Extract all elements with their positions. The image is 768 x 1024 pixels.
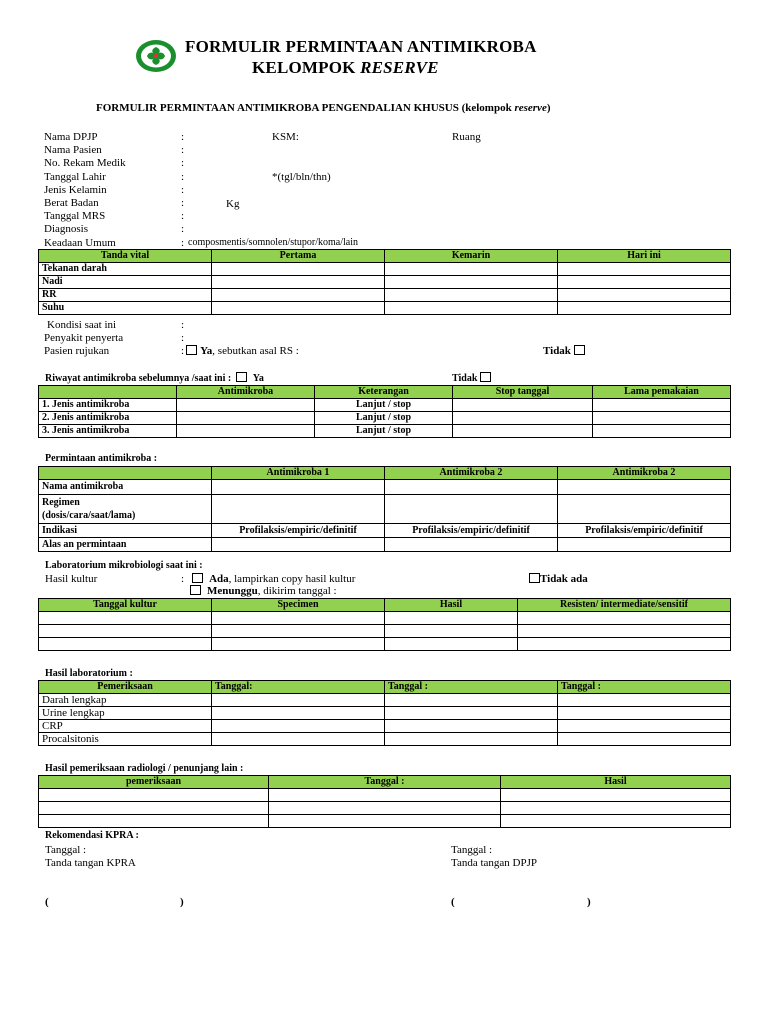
input-cell[interactable]: [385, 302, 558, 315]
input-cell[interactable]: [385, 276, 558, 289]
input-cell[interactable]: [558, 480, 731, 495]
regimen-detail: (dosis/cara/saat/lama): [42, 510, 136, 521]
header-cell: Kemarin: [385, 250, 558, 263]
lanjut-stop-cell[interactable]: Lanjut / stop: [315, 412, 453, 425]
input-cell[interactable]: [212, 263, 385, 276]
colon: :: [181, 197, 185, 210]
row-label: 2. Jenis antimikroba: [39, 412, 177, 425]
label-tidak: Tidak: [452, 373, 478, 384]
indikasi-cell[interactable]: Profilaksis/empiric/definitif: [212, 524, 385, 538]
input-cell[interactable]: [385, 289, 558, 302]
table-header-row: [39, 467, 731, 480]
checkbox-kultur-menunggu[interactable]: [190, 585, 201, 595]
input-cell[interactable]: [385, 480, 558, 495]
permintaan-table: [38, 466, 731, 552]
label-penyakit-penyerta: Penyakit penyerta: [44, 332, 124, 344]
row-label: Suhu: [39, 302, 212, 315]
input-cell[interactable]: [269, 789, 501, 802]
table-row: [39, 399, 731, 412]
input-cell[interactable]: [269, 815, 501, 828]
permintaan-title: Permintaan antimikroba :: [45, 453, 158, 464]
header-cell: [39, 386, 177, 399]
signature-open-paren-dpjp: (: [451, 896, 455, 908]
label-jenis-kelamin: Jenis Kelamin: [44, 183, 107, 196]
kultur-tidak-ada-option: [529, 573, 588, 585]
header-cell: Stop tanggal: [453, 386, 593, 399]
input-cell[interactable]: [212, 733, 385, 746]
input-cell[interactable]: [558, 263, 731, 276]
table-row: [39, 538, 731, 552]
regimen-label: Regimen: [42, 497, 80, 508]
input-cell[interactable]: [593, 412, 731, 425]
input-cell[interactable]: [212, 638, 385, 651]
input-cell[interactable]: [385, 495, 558, 524]
lab-mikro-title: Laboratorium mikrobiologi saat ini :: [45, 560, 203, 571]
table-row: [39, 802, 731, 815]
input-cell[interactable]: [39, 815, 269, 828]
label-ada: Ada: [209, 573, 229, 585]
input-cell[interactable]: [558, 694, 731, 707]
row-label: Tekanan darah: [39, 263, 212, 276]
checkbox-riwayat-tidak[interactable]: [480, 372, 491, 382]
table-header-row: [39, 776, 731, 789]
header-cell: Keterangan: [315, 386, 453, 399]
input-cell[interactable]: [501, 802, 731, 815]
checkbox-kultur-ada[interactable]: [192, 573, 203, 583]
input-cell[interactable]: [212, 694, 385, 707]
label-menunggu: Menunggu: [207, 585, 258, 597]
input-cell[interactable]: [558, 733, 731, 746]
input-cell[interactable]: [212, 480, 385, 495]
label-ada-detail: , lampirkan copy hasil kultur: [228, 573, 356, 585]
input-cell[interactable]: [39, 625, 212, 638]
header-cell: [39, 467, 212, 480]
riwayat-table: [38, 385, 731, 438]
header-cell: Tanggal :: [385, 681, 558, 694]
input-cell[interactable]: [385, 733, 558, 746]
label-ya-detail: , sebutkan asal RS :: [212, 345, 299, 357]
hospital-logo: [135, 39, 177, 73]
signature-close-paren-dpjp: ): [587, 896, 591, 908]
table-row: [39, 302, 731, 315]
table-row: [39, 625, 731, 638]
form-title: FORMULIR PERMINTAAN ANTIMIKROBA: [185, 37, 537, 56]
input-cell[interactable]: [518, 625, 731, 638]
colon: :: [181, 170, 185, 183]
header-cell: Tanggal :: [558, 681, 731, 694]
row-label: 1. Jenis antimikroba: [39, 399, 177, 412]
row-label: [39, 495, 212, 524]
input-cell[interactable]: [212, 302, 385, 315]
lanjut-stop-cell[interactable]: Lanjut / stop: [315, 425, 453, 438]
input-cell[interactable]: [269, 802, 501, 815]
input-cell[interactable]: [39, 789, 269, 802]
colon: :: [181, 345, 185, 357]
row-label: Darah lengkap: [39, 694, 212, 707]
row-label: CRP: [39, 720, 212, 733]
label-nama-dpjp: Nama DPJP: [44, 131, 98, 143]
input-cell[interactable]: [518, 612, 731, 625]
input-cell[interactable]: [385, 638, 518, 651]
input-cell[interactable]: [593, 399, 731, 412]
input-cell[interactable]: [212, 612, 385, 625]
indikasi-cell[interactable]: Profilaksis/empiric/definitif: [385, 524, 558, 538]
header-cell: pemeriksaan: [39, 776, 269, 789]
input-cell[interactable]: [453, 425, 593, 438]
checkbox-rujukan-tidak[interactable]: [574, 345, 585, 355]
colon: :: [181, 319, 185, 331]
label-menunggu-detail: , dikirim tanggal :: [257, 585, 337, 597]
header-cell: Resisten/ intermediate/sensitif: [518, 599, 731, 612]
input-cell[interactable]: [385, 625, 518, 638]
colon: :: [181, 223, 185, 236]
table-row: [39, 720, 731, 733]
header-cell: Pertama: [212, 250, 385, 263]
rekomendasi-title: Rekomendasi KPRA :: [45, 830, 139, 841]
riwayat-tidak: [452, 372, 491, 384]
row-label: Alas an permintaan: [39, 538, 212, 552]
checkbox-riwayat-ya[interactable]: [236, 372, 247, 382]
lanjut-stop-cell[interactable]: Lanjut / stop: [315, 399, 453, 412]
signature-close-paren-kpra: ): [180, 896, 184, 908]
kultur-menunggu-option: [190, 585, 337, 597]
input-cell[interactable]: [558, 302, 731, 315]
input-cell[interactable]: [385, 694, 558, 707]
form-title-line2: KELOMPOK RESERVE: [252, 58, 439, 77]
input-cell[interactable]: [385, 612, 518, 625]
row-label: Nama antimikroba: [39, 480, 212, 495]
checkbox-kultur-tidak-ada[interactable]: [529, 573, 540, 583]
checkbox-rujukan-ya[interactable]: [186, 345, 197, 355]
input-cell[interactable]: [212, 495, 385, 524]
input-cell[interactable]: [558, 720, 731, 733]
input-cell[interactable]: [385, 707, 558, 720]
table-header-row: [39, 681, 731, 694]
rujukan-options: [181, 345, 299, 357]
input-cell[interactable]: [212, 720, 385, 733]
table-row: [39, 815, 731, 828]
input-cell[interactable]: [518, 638, 731, 651]
input-cell[interactable]: [212, 625, 385, 638]
header-cell: Hasil: [501, 776, 731, 789]
label-berat-badan: Berat Badan: [44, 197, 99, 210]
header-cell: Pemeriksaan: [39, 681, 212, 694]
label-nama-pasien: Nama Pasien: [44, 144, 102, 157]
label-tanggal-dpjp: Tanggal :: [451, 844, 493, 856]
table-row: [39, 289, 731, 302]
table-row: [39, 694, 731, 707]
label-ttd-dpjp: Tanda tangan DPJP: [451, 857, 537, 869]
dob-format-hint: *(tgl/bln/thn): [272, 171, 331, 183]
colon: :: [181, 157, 185, 170]
header-cell: Specimen: [212, 599, 385, 612]
input-cell[interactable]: [212, 289, 385, 302]
input-cell[interactable]: [212, 276, 385, 289]
colon: :: [181, 210, 185, 223]
table-row: [39, 276, 731, 289]
input-cell[interactable]: [385, 538, 558, 552]
input-cell[interactable]: [558, 276, 731, 289]
input-cell[interactable]: [177, 399, 315, 412]
table-header-row: [39, 386, 731, 399]
riwayat-section: [45, 372, 264, 384]
table-row: [39, 612, 731, 625]
table-header-row: [39, 250, 731, 263]
input-cell[interactable]: [212, 707, 385, 720]
header-cell: Antimikroba 2: [558, 467, 731, 480]
colon: :: [181, 183, 185, 196]
table-row: [39, 480, 731, 495]
label-ruang: Ruang: [452, 131, 481, 143]
input-cell[interactable]: [501, 815, 731, 828]
input-cell[interactable]: [453, 412, 593, 425]
label-no-rm: No. Rekam Medik: [44, 157, 126, 170]
label-ksm: KSM:: [272, 131, 299, 143]
table-row: [39, 707, 731, 720]
label-ya: Ya: [200, 345, 213, 357]
input-cell[interactable]: [593, 425, 731, 438]
label-kondisi: Kondisi saat ini: [47, 319, 117, 331]
header-cell: Antimikroba 1: [212, 467, 385, 480]
label-keadaan-umum: Keadaan Umum: [44, 236, 116, 249]
row-label: Procalsitonis: [39, 733, 212, 746]
weight-unit: Kg: [226, 198, 240, 210]
colon: :: [181, 144, 185, 157]
table-row: [39, 263, 731, 276]
label-diagnosis: Diagnosis: [44, 223, 88, 236]
hasil-lab-title: Hasil laboratorium :: [45, 668, 133, 679]
hasil-lab-table: [38, 680, 731, 746]
keadaan-options: composmentis/somnolen/stupor/koma/lain: [188, 237, 358, 248]
label-ya: Ya: [252, 373, 264, 384]
input-cell[interactable]: [385, 720, 558, 733]
rujukan-tidak: [543, 345, 585, 357]
table-header-row: [39, 599, 731, 612]
vital-signs-table: [38, 249, 731, 315]
input-cell[interactable]: [39, 802, 269, 815]
radiologi-table: [38, 775, 731, 828]
table-row: [39, 495, 731, 524]
input-cell[interactable]: [39, 612, 212, 625]
riwayat-title: Riwayat antimikroba sebelumnya /saat ini :: [45, 373, 232, 384]
row-label: RR: [39, 289, 212, 302]
header-cell: Tanggal:: [212, 681, 385, 694]
kultur-ada-option: [181, 573, 355, 585]
colon: :: [181, 332, 185, 344]
header-cell: Tanggal :: [269, 776, 501, 789]
header-cell: Lama pemakaian: [593, 386, 731, 399]
kultur-table: [38, 598, 731, 651]
input-cell[interactable]: [558, 538, 731, 552]
label-hasil-kultur: Hasil kultur: [45, 573, 98, 585]
input-cell[interactable]: [558, 289, 731, 302]
colon: :: [181, 236, 185, 249]
table-row: [39, 412, 731, 425]
patient-colons: [181, 131, 184, 250]
table-row: [39, 789, 731, 802]
input-cell[interactable]: [177, 412, 315, 425]
row-label: Indikasi: [39, 524, 212, 538]
header-cell: Hari ini: [558, 250, 731, 263]
signature-open-paren-kpra: (: [45, 896, 49, 908]
header-cell: Tanda vital: [39, 250, 212, 263]
header-cell: Antimikroba: [177, 386, 315, 399]
row-label: Nadi: [39, 276, 212, 289]
input-cell[interactable]: [558, 495, 731, 524]
input-cell[interactable]: [39, 638, 212, 651]
table-row: [39, 425, 731, 438]
label-tanggal-lahir: Tanggal Lahir: [44, 170, 106, 183]
colon: :: [181, 131, 185, 143]
label-tanggal-kpra: Tanggal :: [45, 844, 87, 856]
patient-labels: [44, 131, 126, 250]
label-ttd-kpra: Tanda tangan KPRA: [45, 857, 136, 869]
header-cell: Hasil: [385, 599, 518, 612]
input-cell[interactable]: [177, 425, 315, 438]
radiologi-title: Hasil pemeriksaan radiologi / penunjang lain :: [45, 763, 244, 774]
label-pasien-rujukan: Pasien rujukan: [44, 345, 110, 357]
row-label: Urine lengkap: [39, 707, 212, 720]
table-row: [39, 733, 731, 746]
colon: :: [181, 573, 185, 585]
indikasi-cell[interactable]: Profilaksis/empiric/definitif: [558, 524, 731, 538]
label-tanggal-mrs: Tanggal MRS: [44, 210, 106, 223]
input-cell[interactable]: [212, 538, 385, 552]
input-cell[interactable]: [453, 399, 593, 412]
row-label: 3. Jenis antimikroba: [39, 425, 177, 438]
input-cell[interactable]: [558, 707, 731, 720]
input-cell[interactable]: [385, 263, 558, 276]
header-cell: Tanggal kultur: [39, 599, 212, 612]
table-row: [39, 524, 731, 538]
table-row: [39, 638, 731, 651]
label-tidak-ada: Tidak ada: [540, 573, 588, 585]
form-subtitle: FORMULIR PERMINTAAN ANTIMIKROBA PENGENDALIAN KHUSUS (kelompok reserve): [96, 102, 551, 114]
input-cell[interactable]: [501, 789, 731, 802]
label-tidak: Tidak: [543, 345, 571, 357]
header-cell: Antimikroba 2: [385, 467, 558, 480]
